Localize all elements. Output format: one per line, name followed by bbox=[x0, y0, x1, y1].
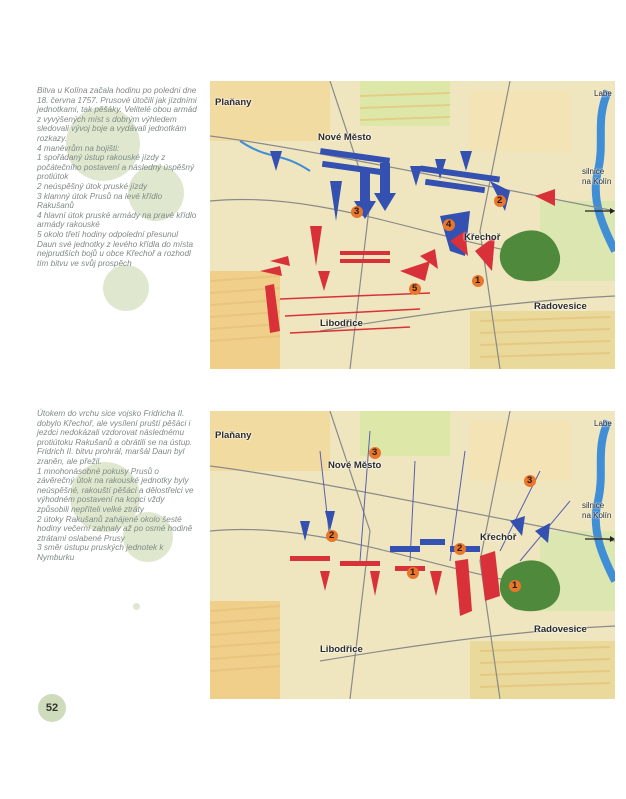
label-libodrice: Libodřice bbox=[320, 644, 363, 655]
map-2-graphics bbox=[210, 411, 615, 699]
marker-4: 4 bbox=[446, 219, 452, 230]
label-nove-mesto: Nové Město bbox=[328, 460, 382, 471]
label-labe: Labe bbox=[594, 419, 612, 428]
page-number: 52 bbox=[38, 694, 66, 722]
decor-circle bbox=[133, 603, 140, 610]
marker-2: 2 bbox=[497, 195, 503, 206]
marker-2: 2 bbox=[457, 543, 463, 554]
label-silnice: silnice na Kolín bbox=[582, 167, 612, 186]
marker-1: 1 bbox=[512, 580, 518, 591]
label-libodrice: Libodřice bbox=[320, 318, 363, 329]
map-1-graphics bbox=[210, 81, 615, 369]
label-planany: Plaňany bbox=[215, 430, 252, 441]
decor-circle bbox=[103, 265, 149, 311]
battle-map-2 bbox=[210, 411, 615, 699]
battle-map-1 bbox=[210, 81, 615, 369]
marker-5: 5 bbox=[412, 283, 418, 294]
label-radovesice: Radovesice bbox=[534, 624, 587, 635]
label-labe: Labe bbox=[594, 89, 612, 98]
marker-1: 1 bbox=[475, 275, 481, 286]
label-krechor: Křechoř bbox=[464, 232, 501, 243]
label-nove-mesto: Nové Město bbox=[318, 132, 372, 143]
label-radovesice: Radovesice bbox=[534, 301, 587, 312]
marker-3: 3 bbox=[527, 475, 533, 486]
marker-2: 2 bbox=[329, 530, 335, 541]
marker-3: 3 bbox=[354, 206, 360, 217]
label-silnice: silnice na Kolín bbox=[582, 501, 612, 520]
marker-1: 1 bbox=[410, 567, 416, 578]
section2-caption: Útokem do vrchu sice vojsko Fridricha II. dobylo Křechoř, ale vysílení pruští pěšáci i jezdci nedokázali vzdorovat následnému protiútoku Rakušanů a obrátili se na ústup. Fridrich II. bitvu prohrál, maršál Daun byl zraněn, ale přežil. 1 mnohonásobné pokusy Prusů o závěrečný útok na rakouské jednotky byly neúspěšné, rakouští pěšáci a dělostřelci ve výhodném postavení na kopci vždy způsobili nepříteli velké ztráty 2 útoky Rakušanů zahájené okolo šesté hodiny večerní zahnaly až po osmé hodině ztrátami oslabené Prusy 3 směr ústupu pruských jednotek k Nymburku bbox=[37, 409, 194, 562]
section1-caption: Bitva u Kolína začala hodinu po poledni dne 18. června 1757. Prusové útočili jak jízdními jednotkami, tak pěšáky. Velitelé obou armád z vyvýšených míst s dobrým výhledem sledovali vývoj boje a vydávali jednotkám rozkazy. 4 manévrům na bojišti: 1 spořádaný ústup rakouské jízdy z počátečního postavení a následný úspěšný protiútok 2 neúspěšný útok pruské jízdy 3 klamný útok Prusů na levé křídlo Rakušanů 4 hlavní útok pruské armády na pravé křídlo armády rakouské 5 okolo třetí hodiny odpolední přesunul Daun své jednotky z levého křídla do místa nejprudších bojů u obce Křechoř a rozhodl tím bitvu ve svůj prospěch bbox=[37, 86, 197, 268]
label-planany: Plaňany bbox=[215, 97, 252, 108]
marker-3: 3 bbox=[372, 447, 378, 458]
label-krechor: Křechoř bbox=[480, 532, 517, 543]
